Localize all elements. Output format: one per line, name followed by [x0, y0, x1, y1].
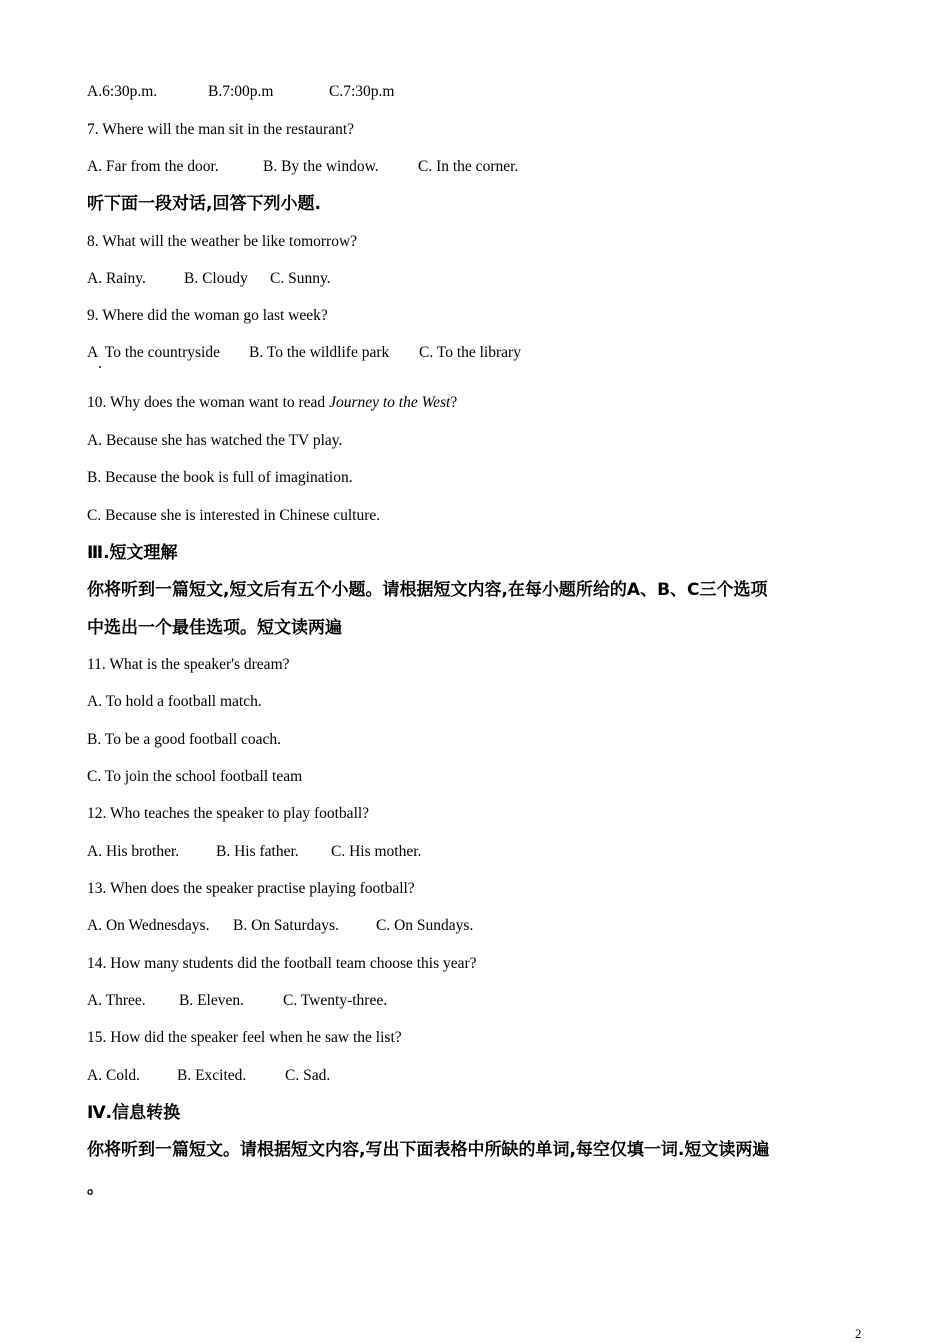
q8-option-a: A. Rainy. [87, 270, 146, 287]
section4-instruction-line2: 。 [87, 1178, 104, 1198]
q10-option-c: C. Because she is interested in Chinese culture. [87, 507, 381, 524]
q13-options [87, 916, 473, 936]
section3-title: Ⅲ.短文理解 [87, 543, 178, 563]
q12-option-a: A. His brother. [87, 843, 180, 860]
q11-option-b: B. To be a good football coach. [87, 731, 282, 748]
q10-question [87, 393, 457, 413]
q7-options [87, 157, 518, 177]
q10-option-a: A. Because she has watched the TV play. [87, 432, 343, 449]
q13-option-c: C. On Sundays. [376, 917, 474, 934]
q13-question: 13. When does the speaker practise playing football? [87, 880, 415, 897]
section3-instruction-line1: 你将听到一篇短文,短文后有五个小题。请根据短文内容,在每小题所给的A、B、C三个选项 [87, 580, 768, 600]
q9-question: 9. Where did the woman go last week? [87, 307, 328, 324]
q8-option-b: B. Cloudy [184, 270, 248, 287]
q10-question-prefix: 10. Why does the woman want to read [87, 394, 330, 411]
q6-option-a: A.6:30p.m. [87, 83, 158, 100]
section4-instruction-line1: 你将听到一篇短文。请根据短文内容,写出下面表格中所缺的单词,每空仅填一词.短文读两遍 [87, 1140, 770, 1160]
q11-option-c: C. To join the school football team [87, 768, 303, 785]
q12-option-c: C. His mother. [331, 843, 422, 860]
q6-options [87, 82, 394, 102]
q12-question: 12. Who teaches the speaker to play football? [87, 805, 370, 822]
q15-option-c: C. Sad. [285, 1067, 331, 1084]
section4-title: Ⅳ.信息转换 [87, 1103, 181, 1123]
q9-option-a: A To the countryside [87, 344, 220, 361]
q11-question: 11. What is the speaker's dream? [87, 656, 290, 673]
q15-question: 15. How did the speaker feel when he saw the list? [87, 1029, 402, 1046]
q8-option-c: C. Sunny. [270, 270, 331, 287]
q7-option-a: A. Far from the door. [87, 158, 219, 175]
q15-option-b: B. Excited. [177, 1067, 247, 1084]
q7-option-c: C. In the corner. [418, 158, 519, 175]
q14-option-a: A. Three. [87, 992, 146, 1009]
q6-option-c: C.7:30p.m [329, 83, 395, 100]
q7-question: 7. Where will the man sit in the restaurant? [87, 121, 355, 138]
section3-instruction-line2: 中选出一个最佳选项。短文读两遍 [87, 618, 342, 638]
q6-option-b: B.7:00p.m [208, 83, 274, 100]
q15-option-a: A. Cold. [87, 1067, 140, 1084]
q9-option-c: C. To the library [419, 344, 521, 361]
q14-question: 14. How many students did the football team choose this year? [87, 955, 477, 972]
q10-question-suffix: ? [450, 394, 458, 411]
q8-options [87, 269, 331, 289]
dialogue-instruction: 听下面一段对话,回答下列小题. [87, 194, 321, 214]
q12-options [87, 842, 421, 862]
q14-options [87, 991, 387, 1011]
q11-option-a: A. To hold a football match. [87, 693, 262, 710]
q14-option-b: B. Eleven. [179, 992, 244, 1009]
q13-option-a: A. On Wednesdays. [87, 917, 210, 934]
q13-option-b: B. On Saturdays. [233, 917, 339, 934]
q7-option-b: B. By the window. [263, 158, 379, 175]
q9-options [87, 343, 521, 363]
page-number: 2 [855, 1326, 862, 1341]
q14-option-c: C. Twenty-three. [283, 992, 388, 1009]
q10-option-b: B. Because the book is full of imagination. [87, 469, 353, 486]
q15-options [87, 1066, 330, 1086]
q9-option-b: B. To the wildlife park [249, 344, 390, 361]
stray-dot [99, 366, 101, 368]
q8-question: 8. What will the weather be like tomorrow? [87, 233, 358, 250]
q12-option-b: B. His father. [216, 843, 299, 860]
q10-book-title: Journey to the West [329, 394, 451, 411]
